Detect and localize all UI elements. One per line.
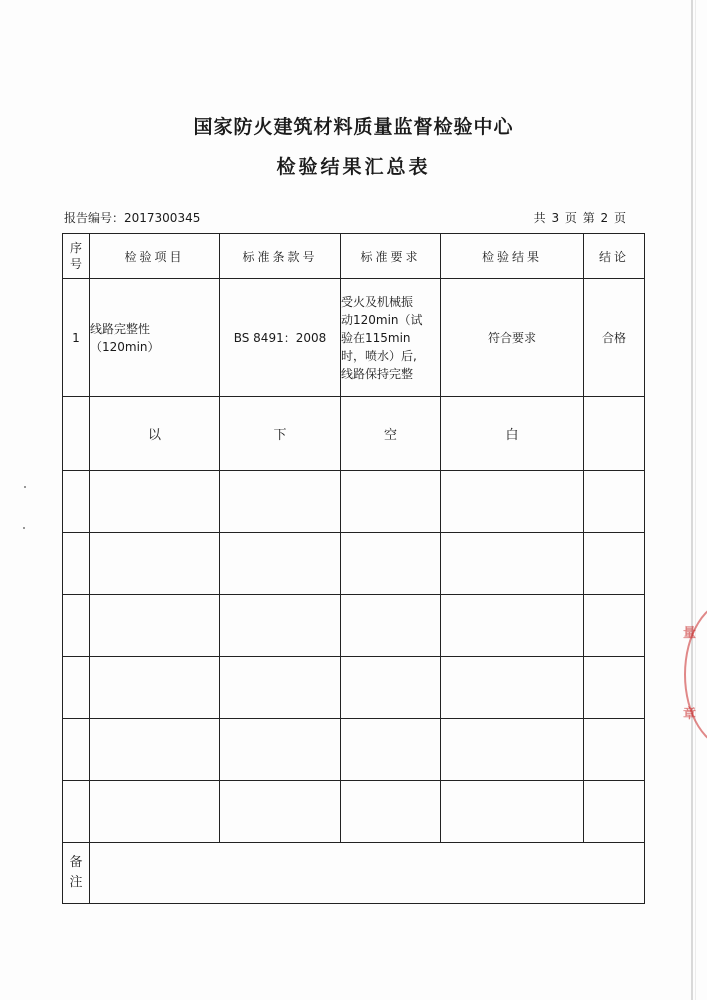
empty-row <box>63 781 645 843</box>
empty-cell <box>341 471 441 533</box>
empty-row <box>63 657 645 719</box>
table-row <box>63 279 645 397</box>
header-seq-line1: 序 <box>69 241 82 255</box>
remarks-label-line2: 注 <box>69 875 83 890</box>
header-seq-line2: 号 <box>69 257 82 271</box>
remarks-label <box>63 843 90 904</box>
empty-cell <box>63 471 90 533</box>
empty-cell <box>220 657 341 719</box>
empty-cell <box>441 533 584 595</box>
empty-cell <box>441 595 584 657</box>
results-table <box>62 233 645 904</box>
empty-cell <box>220 781 341 843</box>
document-subtitle: 检验结果汇总表 <box>276 156 431 178</box>
remarks-row <box>63 843 645 904</box>
empty-cell <box>441 719 584 781</box>
cell-conclusion: 合格 <box>584 279 645 397</box>
empty-cell <box>220 595 341 657</box>
empty-cell <box>584 533 645 595</box>
empty-cell <box>63 397 90 471</box>
empty-cell <box>63 657 90 719</box>
scan-speck <box>23 527 25 529</box>
table-header-row <box>63 234 645 279</box>
empty-cell <box>63 781 90 843</box>
empty-cell <box>584 471 645 533</box>
header-standard: 标准条款号 <box>220 234 341 279</box>
header-item: 检验项目 <box>90 234 220 279</box>
blank-marker-row <box>63 397 645 471</box>
empty-row <box>63 471 645 533</box>
empty-cell <box>341 781 441 843</box>
empty-cell <box>441 781 584 843</box>
page-indicator: 共 3 页 第 2 页 <box>533 211 627 225</box>
blank-marker-1: 以 <box>90 397 220 471</box>
empty-cell <box>441 657 584 719</box>
empty-cell <box>63 595 90 657</box>
empty-cell <box>341 657 441 719</box>
empty-cell <box>584 719 645 781</box>
empty-cell <box>90 781 220 843</box>
header-seq <box>63 234 90 279</box>
cell-item-line1: 线路完整性 <box>90 321 151 336</box>
blank-marker-3: 空 <box>341 397 441 471</box>
cell-requirement-line: 验在115min <box>341 330 411 345</box>
seal-char-2: 章 <box>683 707 697 722</box>
empty-cell <box>90 595 220 657</box>
remarks-label-line1: 备 <box>69 855 83 870</box>
header-result: 检验结果 <box>441 234 584 279</box>
cell-result: 符合要求 <box>441 279 584 397</box>
empty-cell <box>90 471 220 533</box>
empty-cell <box>584 397 645 471</box>
cell-item-line2: （120min） <box>90 339 160 354</box>
empty-cell <box>341 719 441 781</box>
empty-cell <box>90 657 220 719</box>
cell-requirement-line: 动120min（试 <box>341 312 423 327</box>
document-title: 国家防火建筑材料质量监督检验中心 <box>193 116 514 138</box>
empty-cell <box>341 595 441 657</box>
cell-seq: 1 <box>63 279 90 397</box>
cell-requirement <box>341 279 441 397</box>
empty-cell <box>90 533 220 595</box>
cell-standard: BS 8491：2008 <box>220 279 341 397</box>
empty-cell <box>63 719 90 781</box>
cell-requirement-line: 时，喷水）后, <box>341 348 417 363</box>
empty-cell <box>584 595 645 657</box>
report-number: 报告编号：2017300345 <box>64 211 201 225</box>
empty-cell <box>584 657 645 719</box>
seal-char-1: 量 <box>683 626 697 641</box>
cell-requirement-line: 受火及机械振 <box>341 294 414 309</box>
empty-row <box>63 533 645 595</box>
page-edge-line <box>691 0 693 1000</box>
red-seal-stamp <box>680 600 707 745</box>
header-conclusion: 结论 <box>584 234 645 279</box>
empty-cell <box>584 781 645 843</box>
empty-cell <box>63 533 90 595</box>
empty-cell <box>90 719 220 781</box>
empty-cell <box>220 719 341 781</box>
empty-cell <box>441 471 584 533</box>
empty-row <box>63 595 645 657</box>
cell-requirement-line: 线路保持完整 <box>341 366 414 381</box>
cell-item <box>90 279 220 397</box>
blank-marker-2: 下 <box>220 397 341 471</box>
scan-speck <box>24 486 26 488</box>
empty-cell <box>220 471 341 533</box>
remarks-content <box>90 843 645 904</box>
empty-cell <box>220 533 341 595</box>
page-edge-line-secondary <box>695 0 696 1000</box>
blank-marker-4: 白 <box>441 397 584 471</box>
header-requirement: 标准要求 <box>341 234 441 279</box>
empty-cell <box>341 533 441 595</box>
empty-row <box>63 719 645 781</box>
